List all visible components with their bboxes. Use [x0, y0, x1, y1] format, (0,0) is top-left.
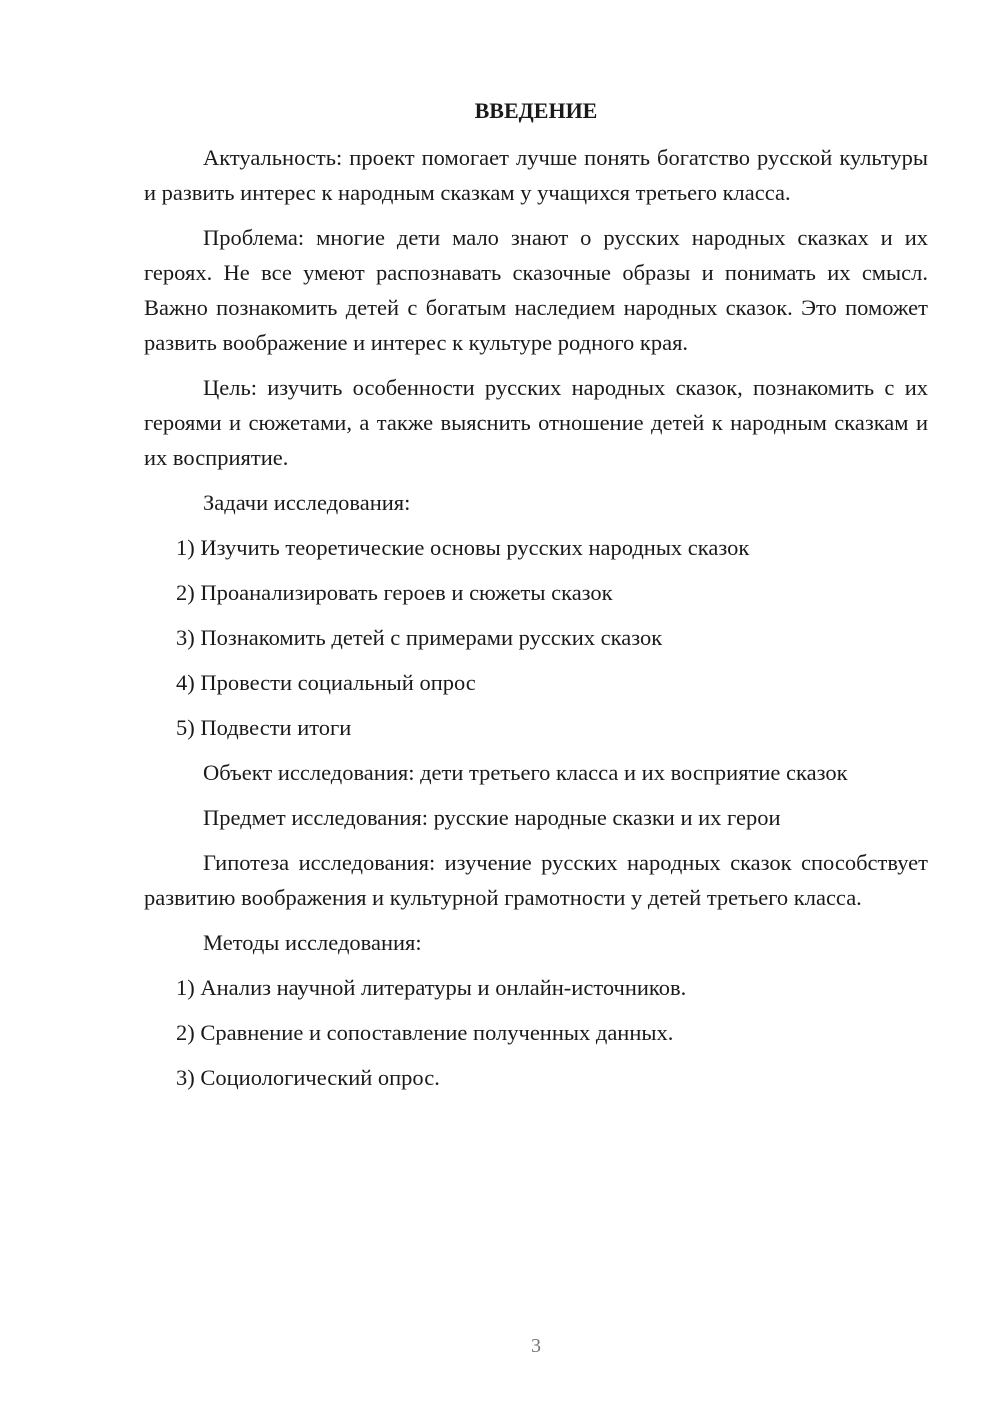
- relevance-paragraph: Актуальность: проект помогает лучше понять богатство русской культуры и развить интерес к народным сказкам у учащихся третьего класса.: [144, 145, 928, 205]
- subject-paragraph: Предмет исследования: русские народные сказки и их герои: [203, 805, 781, 830]
- methods-list: [144, 970, 928, 1095]
- list-item: 1) Изучить теоретические основы русских народных сказок: [176, 535, 750, 560]
- hypothesis-paragraph: Гипотеза исследования: изучение русских народных сказок способствует развитию воображения и культурной грамотности у детей третьего класса.: [144, 850, 928, 910]
- goal-paragraph: Цель: изучить особенности русских народных сказок, познакомить с их героями и сюжетами, а также выяснить отношение детей к народным сказкам и их восприятие.: [144, 375, 928, 470]
- tasks-list: [144, 530, 928, 745]
- list-item: 1) Анализ научной литературы и онлайн-источников.: [176, 975, 687, 1000]
- object-paragraph: Объект исследования: дети третьего класса и их восприятие сказок: [203, 760, 848, 785]
- list-item: 2) Сравнение и сопоставление полученных данных.: [176, 1020, 674, 1045]
- methods-heading: Методы исследования:: [203, 930, 422, 955]
- section-heading: ВВЕДЕНИЕ: [474, 98, 598, 123]
- list-item: 3) Социологический опрос.: [176, 1065, 440, 1090]
- page-number: 3: [531, 1335, 541, 1357]
- list-item: 5) Подвести итоги: [176, 715, 352, 740]
- list-item: 2) Проанализировать героев и сюжеты сказок: [176, 580, 613, 605]
- list-item: 3) Познакомить детей с примерами русских сказок: [176, 625, 663, 650]
- document-body: [144, 140, 928, 1105]
- problem-paragraph: Проблема: многие дети мало знают о русских народных сказках и их героях. Не все умеют распознавать сказочные образы и понимать их смысл. Важно познакомить детей с богатым наследием народных сказок. Это поможет развить воображение и интерес к культуре родного края.: [144, 225, 928, 355]
- list-item: 4) Провести социальный опрос: [176, 670, 476, 695]
- tasks-heading: Задачи исследования:: [203, 490, 411, 515]
